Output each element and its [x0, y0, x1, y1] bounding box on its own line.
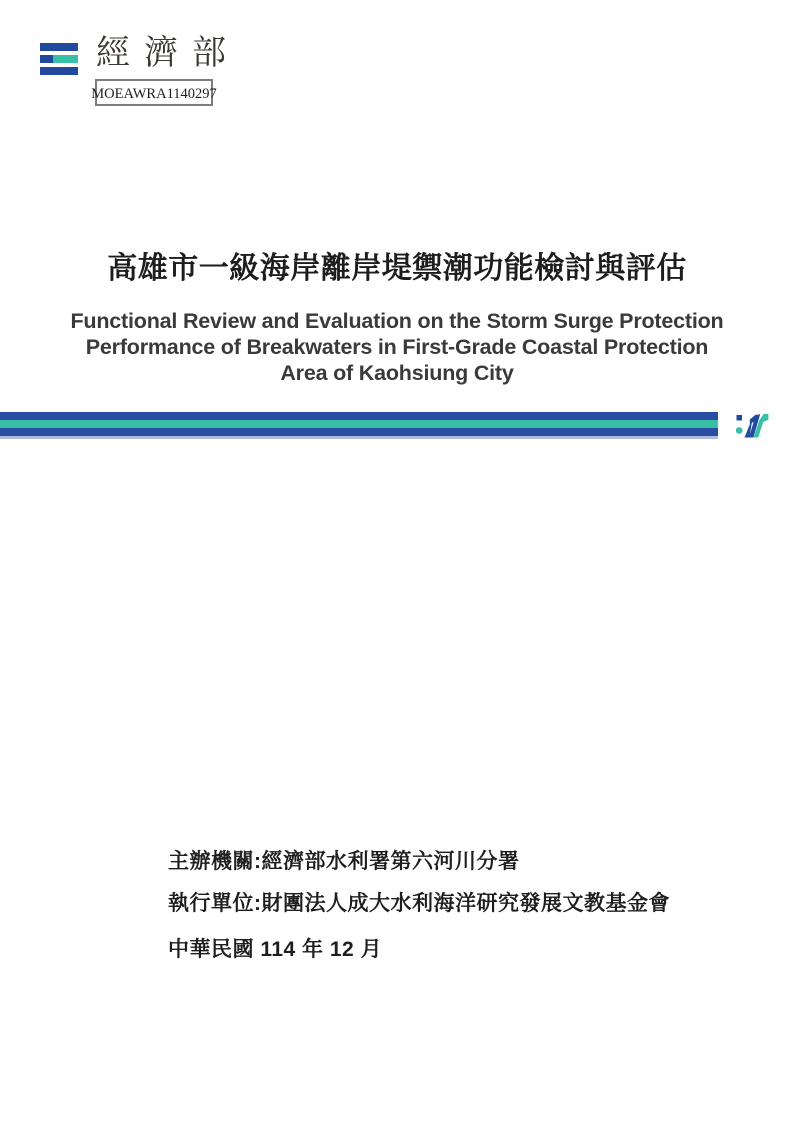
report-title-en [0, 308, 794, 386]
agency-name: 經濟部 [96, 33, 240, 73]
divider-stripe-teal [0, 420, 718, 428]
moea-logo-bar-bottom [40, 67, 78, 75]
moea-logo-bar-middle [40, 55, 78, 63]
moea-logo-bar-middle-teal [53, 55, 78, 63]
publication-date: 中華民國 114 年 12 月 [168, 938, 383, 961]
divider-stripe-light-edge [0, 436, 718, 439]
moea-logo-bar-top [40, 43, 78, 51]
report-title-en-line2: Performance of Breakwaters in First-Grade Coastal Protection [85, 335, 709, 359]
executor-line: 執行單位:財團法人成大水利海洋研究發展文教基金會 [168, 892, 670, 915]
moea-logo-icon [40, 43, 78, 76]
doc-id-box [91, 79, 217, 106]
divider-stripe-blue-bottom [0, 428, 718, 436]
report-title-zh: 高雄市一級海岸離岸堤禦潮功能檢討與評估 [107, 252, 687, 285]
report-title-en-line3: Area of Kaohsiung City [280, 361, 514, 385]
doc-id: MOEAWRA1140297 [91, 86, 217, 102]
organizer-line: 主辦機關:經濟部水利署第六河川分署 [168, 850, 520, 873]
moea-logo-bar-middle-blue [40, 55, 53, 63]
wra-logo-icon [736, 411, 769, 439]
divider-bar [0, 412, 718, 440]
divider-stripe-blue-top [0, 412, 718, 420]
report-title-en-line1: Functional Review and Evaluation on the Storm Surge Protection [70, 309, 724, 333]
